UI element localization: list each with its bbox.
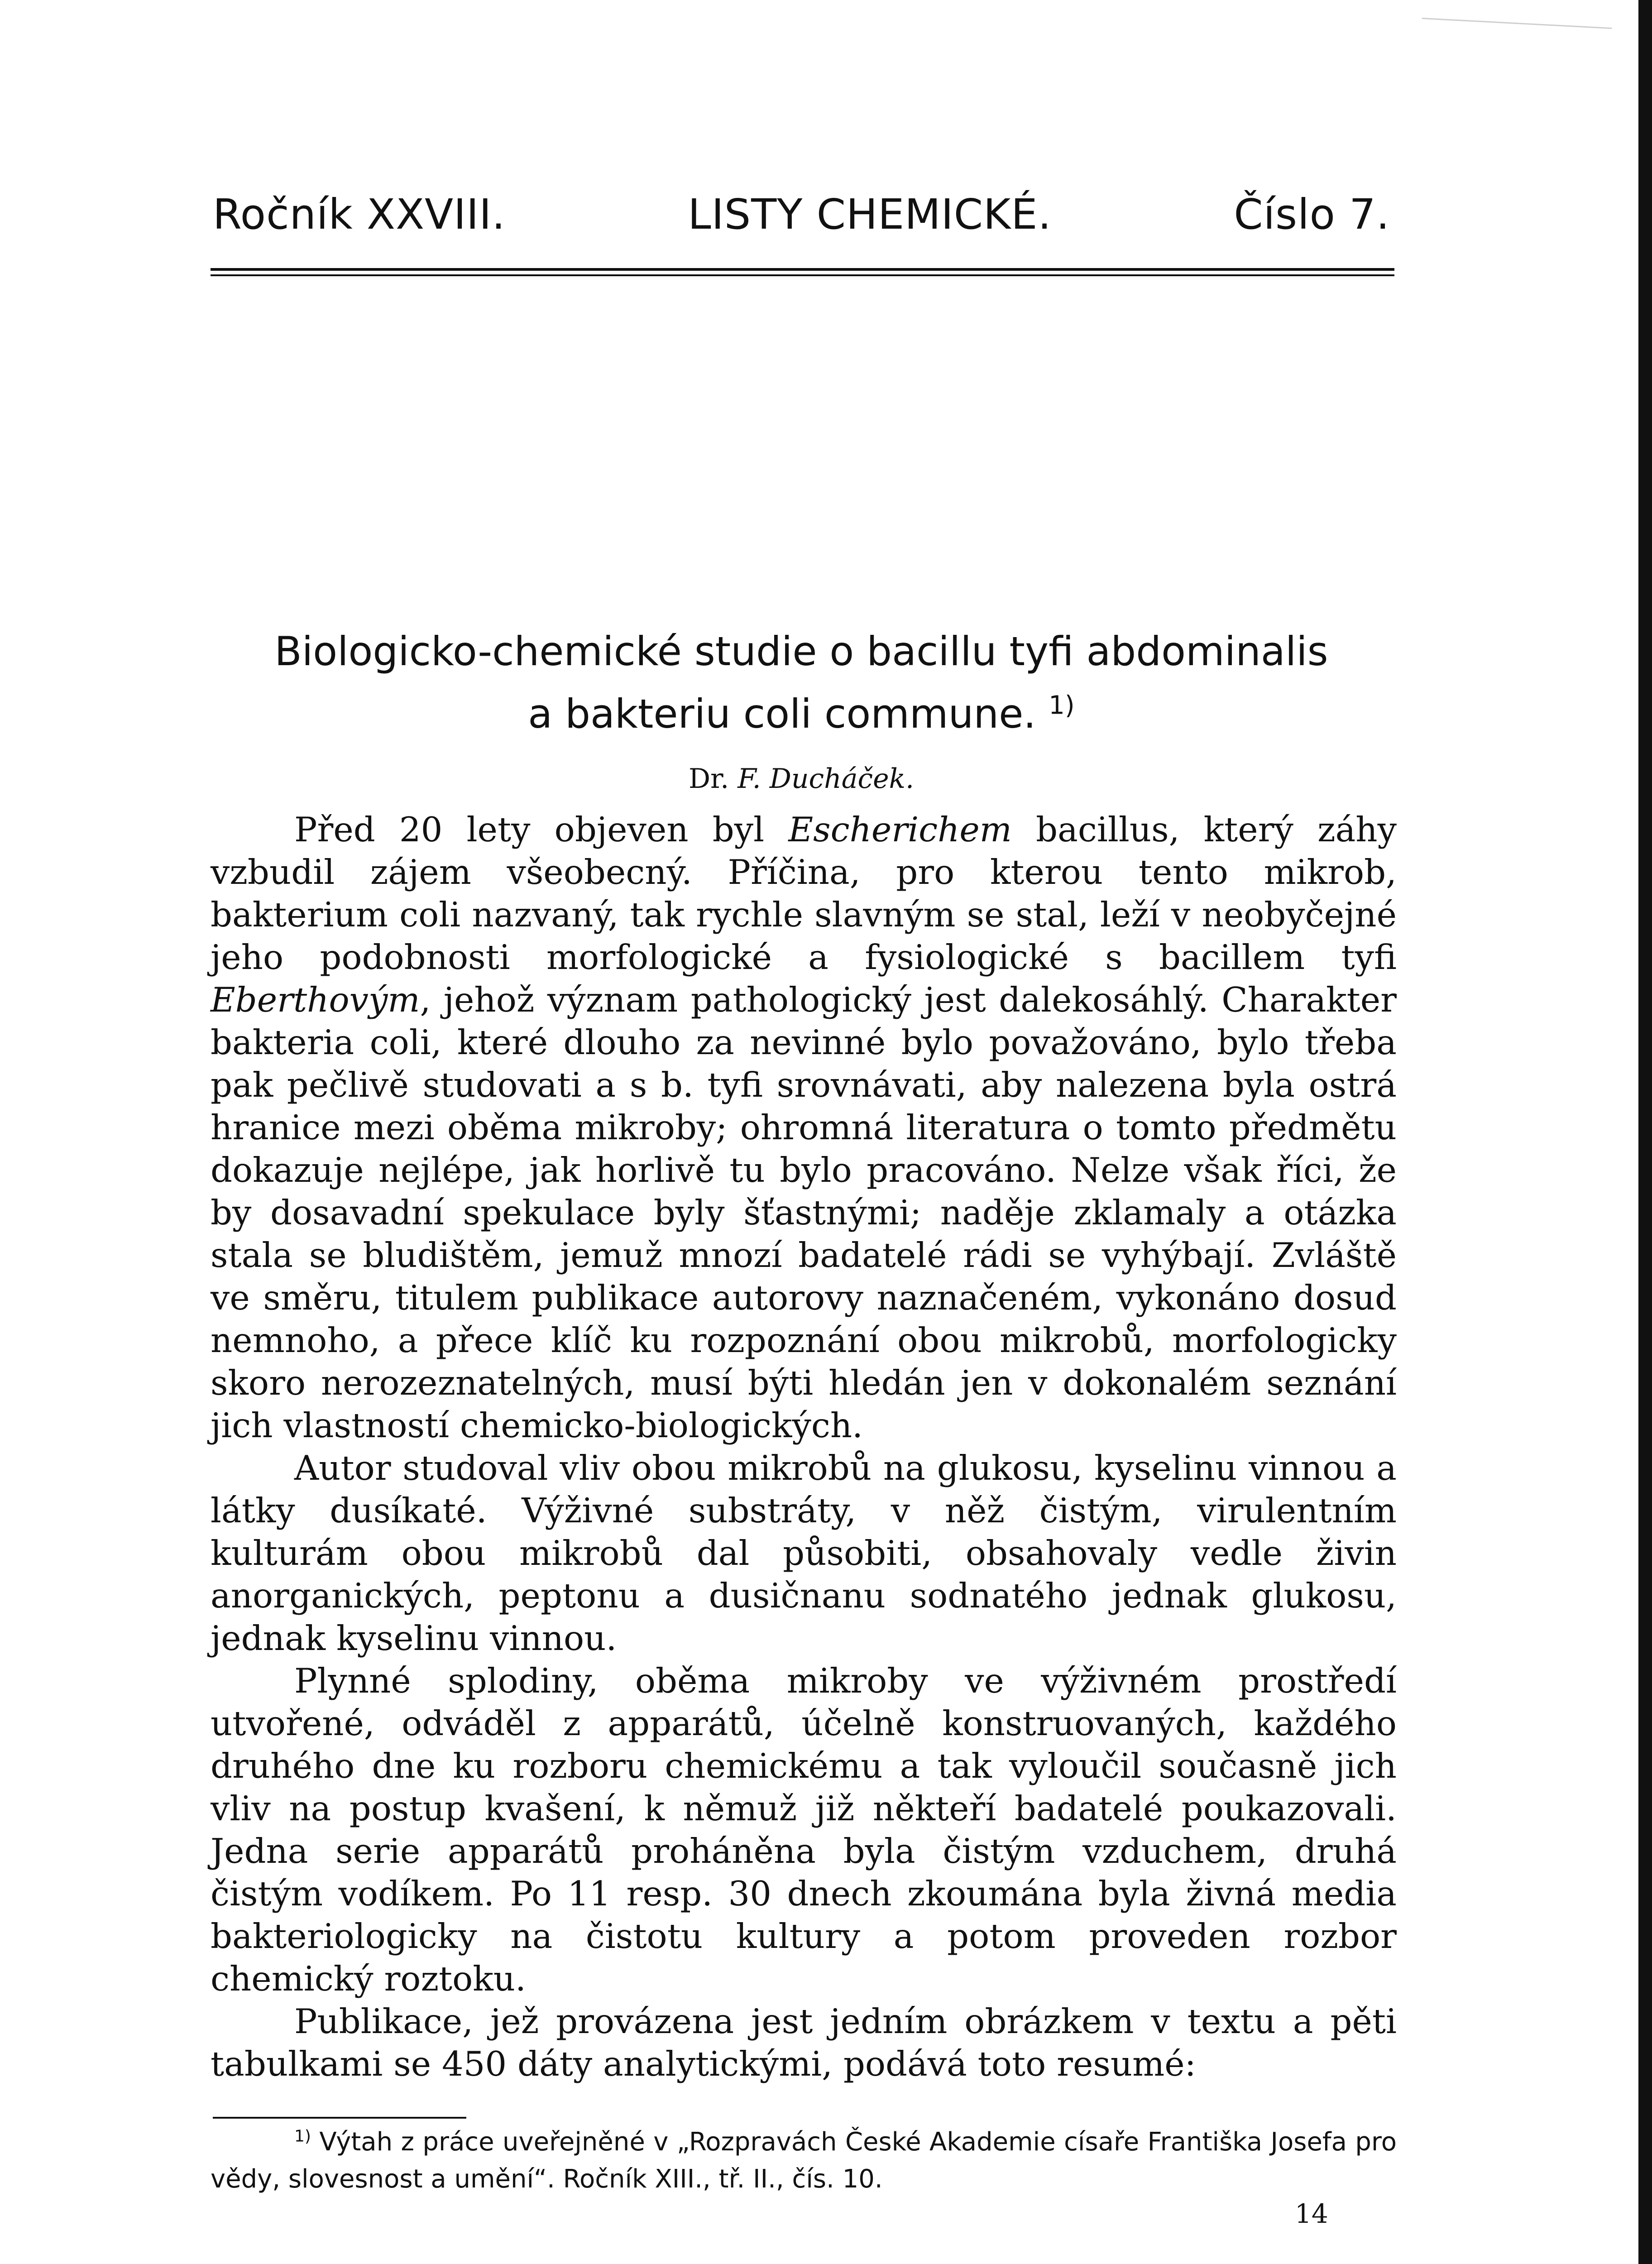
- scan-artifact: [1421, 18, 1612, 56]
- title-footnote-mark: 1): [1049, 691, 1075, 720]
- header-rule-thin: [211, 274, 1394, 276]
- p1-name-eberth: Eberthovým: [211, 980, 420, 1020]
- author-line: [199, 763, 1403, 795]
- article-body: [211, 808, 1397, 2085]
- running-header: [213, 190, 1390, 263]
- printer-signature: 14: [1295, 2198, 1328, 2229]
- volume-label: Ročník XXVIII.: [213, 190, 506, 239]
- article-title: [199, 620, 1403, 745]
- title-line-1: Biologicko-chemické studie o bacillu tyfi abdominalis: [274, 628, 1328, 675]
- header-rule-thick: [211, 268, 1394, 271]
- paragraph-4: Publikace, jež provázena jest jedním obrázkem v textu a pěti tabulkami se 450 dáty analytickými, podává toto resumé:: [211, 2001, 1397, 2084]
- footnote: [211, 2124, 1397, 2198]
- p1-text-a: Před 20 lety objeven byl: [294, 810, 789, 849]
- author-name: F. Ducháček.: [737, 763, 915, 795]
- p1-text-b: bacillus, který záhy vzbudil zájem všeobecný. Příčina, pro kterou tento mikrob, bakterium coli nazvaný, tak rychle slavným se stal, leží v neobyčejné jeho podobnosti morfologické a fysiologické s bacillem tyfi: [211, 810, 1397, 977]
- journal-title: LISTY CHEMICKÉ.: [688, 190, 1052, 239]
- paragraph-1: [211, 808, 1397, 1447]
- title-line-2-text: a bakteriu coli commune.: [528, 691, 1036, 737]
- issue-number: Číslo 7.: [1234, 190, 1390, 239]
- p1-text-c: , jehož význam pathologický jest dalekosáhlý. Charakter bakteria coli, které dlouho za nevinné bylo považováno, bylo třeba pak pečlivě studovati a s b. tyfi srovnávati, aby nalezena byla ostrá hranice mezi oběma mikroby; ohromná literatura o tomto předmětu dokazuje nejlépe, jak horlivě tu bylo pracováno. Nelze však říci, že by dosavadní spekulace byly šťastnými; naděje zklamaly a otázka stala se bludištěm, jemuž mnozí badatelé rádi se vyhýbají. Zvláště ve směru, titulem publikace autorovy naznačeném, vykonáno dosud nemnoho, a přece klíč ku rozpoznání obou mikrobů, morfologicky skoro nerozeznatelných, musí býti hledán jen v dokonalém seznání jich vlastností chemicko-biologických.: [211, 980, 1397, 1445]
- footnote-rule: [213, 2117, 466, 2119]
- paragraph-3: Plynné splodiny, oběma mikroby ve výživném prostředí utvořené, odváděl z apparátů, účelně konstruovaných, každého druhého dne ku rozboru chemickému a tak vyloučil současně jich vliv na postup kvašení, k němuž již někteří badatelé poukazovali. Jedna serie apparátů proháněna byla čistým vzduchem, druhá čistým vodíkem. Po 11 resp. 30 dnech zkoumána byla živná media bakteriologicky na čistotu kultury a potom proveden rozbor chemický roztoku.: [211, 1661, 1397, 1999]
- title-line-2: [199, 683, 1403, 745]
- paragraph-2: Autor studoval vliv obou mikrobů na glukosu, kyselinu vinnou a látky dusíkaté. Výživné substráty, v něž čistým, virulentním kulturám obou mikrobů dal působiti, obsahovaly vedle živin anorganických, peptonu a dusičnanu sodnatého jednak glukosu, jednak kyselinu vinnou.: [211, 1448, 1397, 1658]
- author-prefix: Dr.: [688, 763, 729, 795]
- p1-name-escherich: Escherichem: [788, 810, 1012, 849]
- footnote-text: Výtah z práce uveřejněné v „Rozpravách České Akademie císaře Františka Josefa pro vědy, slovesnost a umění“. Ročník XIII., tř. II., čís. 10.: [211, 2127, 1397, 2194]
- footnote-mark: 1): [294, 2127, 311, 2146]
